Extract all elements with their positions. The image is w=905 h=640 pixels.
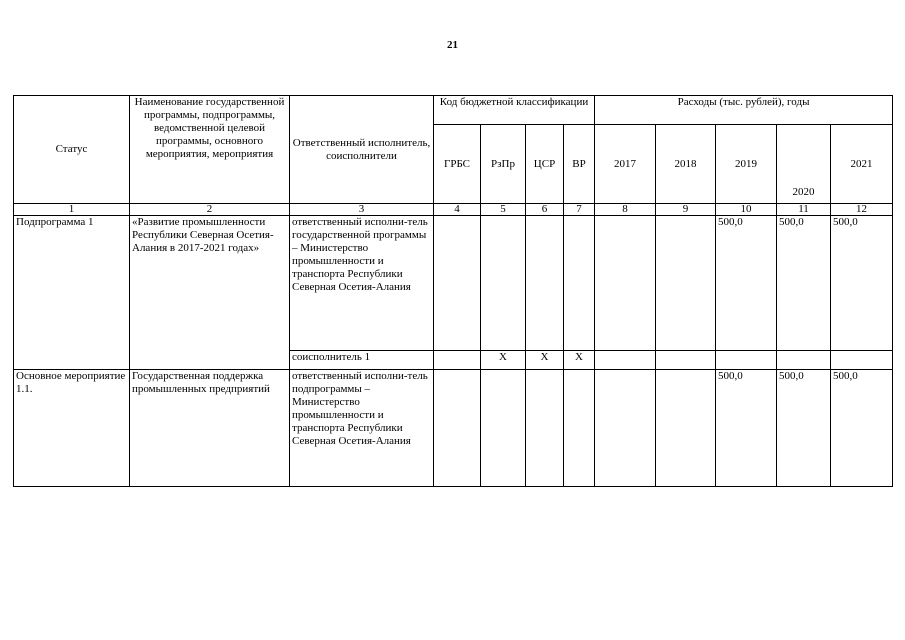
row-executor: ответственный исполни-тель государственной программы – Министерство промышленности и транспорта Республики Северная Осетия-Алания [290, 216, 434, 351]
header-row-1 [14, 96, 893, 125]
cell-2019: 500,0 [716, 370, 777, 487]
cell-2020: 500,0 [777, 370, 831, 487]
header-expenses: Расходы (тыс. рублей), годы [595, 96, 893, 125]
header-year-2017: 2017 [595, 125, 656, 204]
column-number: 4 [434, 204, 481, 216]
cell-2018 [656, 216, 716, 351]
header-executor: Ответственный исполнитель, соисполнители [290, 96, 434, 204]
cell-vr [564, 216, 595, 351]
column-number: 7 [564, 204, 595, 216]
cell-2017 [595, 216, 656, 351]
row-name: «Развитие промышленности Республики Северная Осетия-Алания в 2017-2021 годах» [130, 216, 290, 370]
cell-csr [526, 216, 564, 351]
header-budget-code: Код бюджетной классификации [434, 96, 595, 125]
table-row [14, 216, 893, 351]
column-numbers-row [14, 204, 893, 216]
column-number: 2 [130, 204, 290, 216]
header-grbs: ГРБС [434, 125, 481, 204]
cell-vr [564, 370, 595, 487]
row-executor: ответственный исполни-тель подпрограммы – Министерство промышленности и транспорта Республики Северная Осетия-Алания [290, 370, 434, 487]
column-number: 12 [831, 204, 893, 216]
cell-rzpr [481, 216, 526, 351]
cell-2021: 500,0 [831, 216, 893, 351]
cell-grbs [434, 216, 481, 351]
cell-2019: 500,0 [716, 216, 777, 351]
column-number: 5 [481, 204, 526, 216]
column-number: 6 [526, 204, 564, 216]
header-rzpr: РзПр [481, 125, 526, 204]
column-number: 11 [777, 204, 831, 216]
column-number: 1 [14, 204, 130, 216]
cell-2021: 500,0 [831, 370, 893, 487]
column-number: 10 [716, 204, 777, 216]
cell-2020: 500,0 [777, 216, 831, 351]
table-row [14, 370, 893, 487]
row-co-executor: соисполнитель 1 [290, 351, 434, 370]
header-name: Наименование государственной программы, подпрограммы, ведомственной целевой программы, основного мероприятия, мероприятия [130, 96, 290, 204]
cell-2017 [595, 351, 656, 370]
cell-csr: Х [526, 351, 564, 370]
cell-2018 [656, 370, 716, 487]
cell-2021 [831, 351, 893, 370]
row-name: Государственная поддержка промышленных предприятий [130, 370, 290, 487]
cell-2020 [777, 351, 831, 370]
column-number: 3 [290, 204, 434, 216]
row-status: Подпрограмма 1 [14, 216, 130, 370]
header-year-2019: 2019 [716, 125, 777, 204]
cell-grbs [434, 370, 481, 487]
header-vr: ВР [564, 125, 595, 204]
cell-2019 [716, 351, 777, 370]
header-year-2021: 2021 [831, 125, 893, 204]
cell-vr: Х [564, 351, 595, 370]
header-csr: ЦСР [526, 125, 564, 204]
cell-grbs [434, 351, 481, 370]
row-status: Основное мероприятие 1.1. [14, 370, 130, 487]
cell-rzpr [481, 370, 526, 487]
cell-2017 [595, 370, 656, 487]
cell-rzpr: Х [481, 351, 526, 370]
cell-csr [526, 370, 564, 487]
column-number: 8 [595, 204, 656, 216]
header-year-2020: 2020 [777, 125, 831, 204]
cell-2018 [656, 351, 716, 370]
header-status: Статус [14, 96, 130, 204]
budget-table [13, 95, 893, 487]
column-number: 9 [656, 204, 716, 216]
header-year-2018: 2018 [656, 125, 716, 204]
page-number: 21 [447, 39, 458, 51]
